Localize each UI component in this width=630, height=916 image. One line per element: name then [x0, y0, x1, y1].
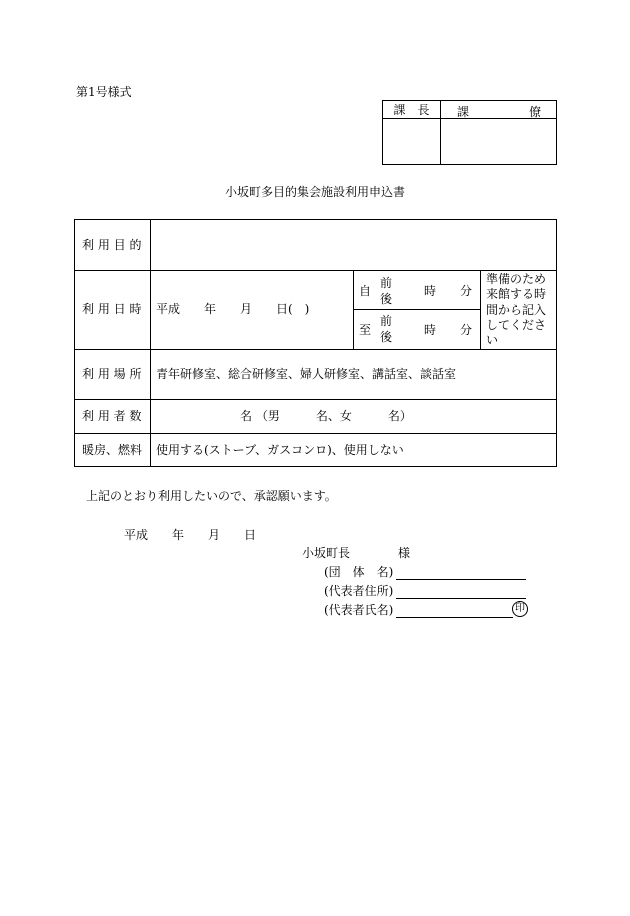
arrival-note-line-1: 準備のため [486, 272, 547, 286]
to-label: 至 [359, 323, 372, 337]
users-label: 利 用 者 数 [82, 409, 142, 423]
arrival-note-line-2: 来館する時 [486, 287, 547, 301]
representative-address-line[interactable] [396, 598, 526, 599]
approval-box [382, 100, 557, 165]
users-value[interactable]: 名 （男 名、女 名） [240, 409, 412, 423]
application-date[interactable]: 平成 年 月 日 [124, 528, 257, 542]
page-title: 小坂町多目的集会施設利用申込書 [225, 185, 406, 199]
request-text: 上記のとおり利用したいので、承認願います。 [86, 489, 337, 503]
group-name-line[interactable] [396, 579, 526, 580]
representative-name-label: (代表者氏名) [324, 603, 394, 617]
approval-manager-header: 課 長 [383, 101, 441, 119]
to-hour-label: 時 [424, 323, 437, 337]
date-label: 利 用 日 時 [82, 302, 142, 316]
representative-name-line[interactable] [396, 617, 513, 618]
representative-address-label: (代表者住所) [324, 584, 394, 598]
to-am-label: 前 [380, 314, 393, 328]
approval-manager-stamp-area [383, 119, 441, 165]
to-pm-label: 後 [380, 330, 393, 344]
from-am-label: 前 [380, 276, 393, 290]
arrival-note-line-5: い [486, 333, 499, 347]
approval-staff-left: 課 [457, 105, 470, 119]
group-name-label: (団 体 名) [324, 565, 394, 579]
arrival-note-line-3: 間から記入 [486, 303, 547, 317]
approval-staff-right: 僚 [529, 105, 542, 119]
from-minute-label: 分 [460, 284, 473, 298]
seal-mark: 印 [512, 601, 528, 617]
from-pm-label: 後 [380, 292, 393, 306]
purpose-label: 利 用 目 的 [82, 238, 142, 252]
purpose-field[interactable] [152, 221, 554, 269]
to-minute-label: 分 [460, 323, 473, 337]
approval-staff-stamp-area [441, 119, 557, 165]
place-options[interactable]: 青年研修室、総合研修室、婦人研修室、講話室、談話室 [156, 367, 457, 381]
application-form-table [74, 219, 557, 467]
approval-staff-header [441, 101, 557, 119]
addressee: 小坂町長 様 [302, 546, 411, 560]
arrival-note-line-4: してくださ [486, 318, 547, 332]
heating-label: 暖房、燃料 [82, 443, 143, 457]
from-label: 自 [359, 284, 372, 298]
heating-options[interactable]: 使用する(ストーブ、ガスコンロ)、使用しない [156, 443, 404, 457]
place-label: 利 用 場 所 [82, 367, 142, 381]
form-number: 第1号様式 [76, 85, 132, 99]
from-hour-label: 時 [424, 284, 437, 298]
date-value[interactable]: 平成 年 月 日( ) [156, 302, 310, 316]
